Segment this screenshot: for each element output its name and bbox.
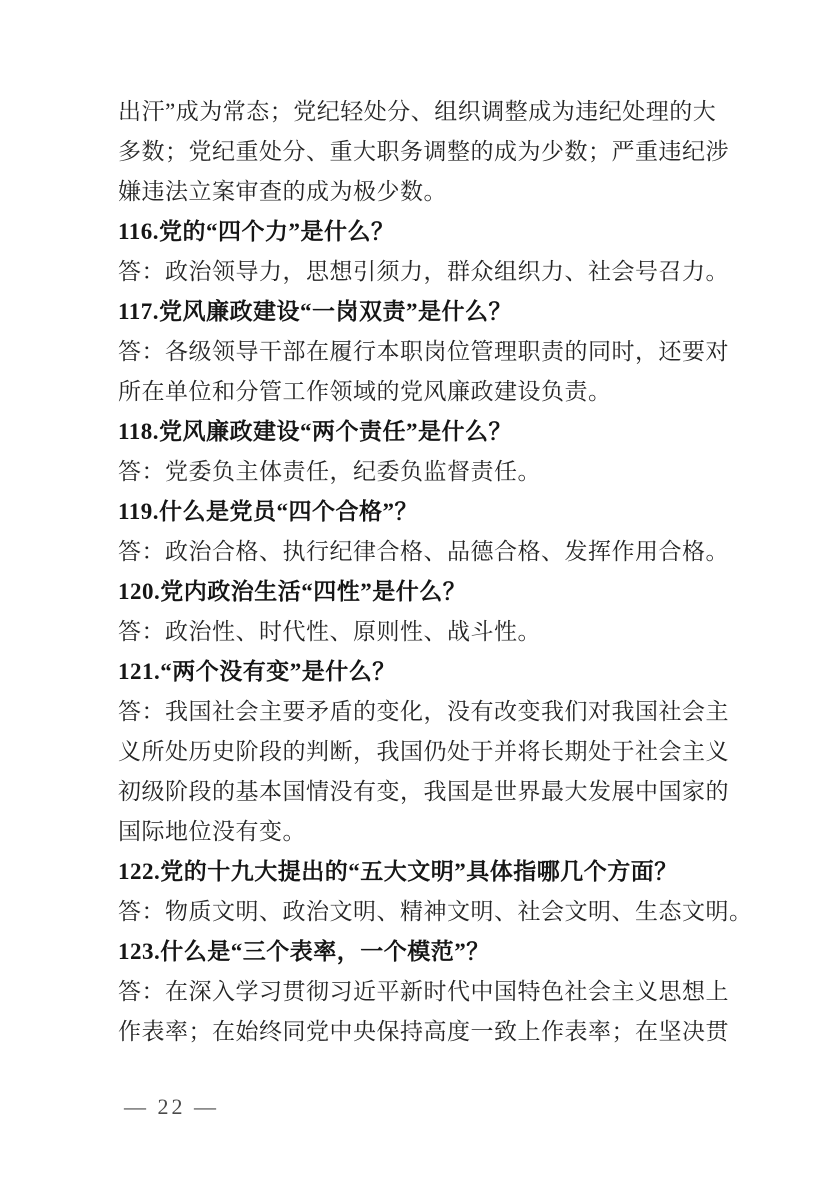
answer-line: 答：物质文明、政治文明、精神文明、社会文明、生态文明。 (118, 899, 753, 924)
question-117-heading: 117.党风廉政建设“一岗双责”是什么？ (118, 299, 512, 324)
answer-line: 初级阶段的基本国情没有变，我国是世界最大发展中国家的 (118, 779, 729, 804)
answer-line: 答：党委负主体责任，纪委负监督责任。 (118, 459, 541, 484)
document-body (118, 92, 753, 1052)
answer-line: 作表率；在始终同党中央保持高度一致上作表率；在坚决贯 (118, 1019, 729, 1044)
page-number: — 22 — (124, 1094, 219, 1119)
question-123-heading: 123.什么是“三个表率，一个模范”？ (118, 939, 490, 964)
answer-line: 所在单位和分管工作领域的党风廉政建设负责。 (118, 379, 612, 404)
answer-line: 答：我国社会主要矛盾的变化，没有改变我们对我国社会主 (118, 699, 729, 724)
answer-line: 答：政治合格、执行纪律合格、品德合格、发挥作用合格。 (118, 539, 729, 564)
answer-line: 多数；党纪重处分、重大职务调整的成为少数；严重违纪涉 (118, 139, 729, 164)
answer-line: 义所处历史阶段的判断，我国仍处于并将长期处于社会主义 (118, 739, 729, 764)
question-122-heading: 122.党的十九大提出的“五大文明”具体指哪几个方面？ (118, 859, 678, 884)
answer-line: 嫌违法立案审查的成为极少数。 (118, 179, 447, 204)
question-121-heading: 121.“两个没有变”是什么？ (118, 659, 396, 684)
answer-line: 国际地位没有变。 (118, 819, 306, 844)
question-119-heading: 119.什么是党员“四个合格”？ (118, 499, 418, 524)
answer-line: 答：各级领导干部在履行本职岗位管理职责的同时，还要对 (118, 339, 729, 364)
answer-line: 答：在深入学习贯彻习近平新时代中国特色社会主义思想上 (118, 979, 729, 1004)
answer-line: 答：政治领导力，思想引须力，群众组织力、社会号召力。 (118, 259, 729, 284)
question-118-heading: 118.党风廉政建设“两个责任”是什么？ (118, 419, 512, 444)
answer-line: 出汗”成为常态；党纪轻处分、组织调整成为违纪处理的大 (118, 99, 717, 124)
question-120-heading: 120.党内政治生活“四性”是什么？ (118, 579, 467, 604)
question-116-heading: 116.党的“四个力”是什么？ (118, 219, 395, 244)
answer-line: 答：政治性、时代性、原则性、战斗性。 (118, 619, 541, 644)
